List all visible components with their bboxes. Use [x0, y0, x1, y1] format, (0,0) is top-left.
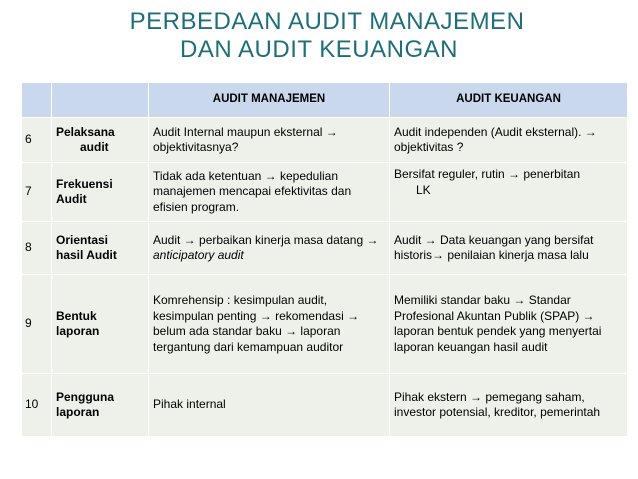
table-row	[22, 163, 628, 222]
row-number: 9	[22, 275, 52, 374]
cell-audit-manajemen: Tidak ada ketentuan → kepedulian manajemen mencapai efektivitas dan efisien program.	[149, 163, 390, 222]
row-label-line-1: Pelaksana	[56, 124, 115, 139]
row-label	[52, 275, 149, 374]
table-row	[22, 118, 628, 163]
cell-text-emphasis: anticipatory audit	[153, 248, 244, 262]
cell-audit-manajemen: Pihak internal	[149, 374, 390, 437]
row-label	[52, 222, 149, 275]
comparison-table	[21, 82, 628, 437]
slide-title	[0, 8, 638, 64]
cell-audit-keuangan: Audit → Data keuangan yang bersifat historis→ penilaian kinerja masa lalu	[390, 222, 628, 275]
cell-audit-manajemen: Audit Internal maupun eksternal → objektivitasnya?	[149, 118, 390, 163]
row-label-line-1: Bentuk	[56, 308, 97, 323]
row-label	[52, 163, 149, 222]
row-number: 6	[22, 118, 52, 163]
header-cell-audit-manajemen: AUDIT MANAJEMEN	[149, 83, 390, 118]
row-label-line-1: Orientasi	[56, 232, 109, 247]
table-row	[22, 374, 628, 437]
row-number: 7	[22, 163, 52, 222]
cell-text-line-2: LK	[416, 182, 431, 197]
cell-audit-manajemen	[149, 222, 390, 275]
row-label-line-2: laporan	[56, 324, 100, 338]
row-label-line-1: Pengguna	[56, 389, 115, 404]
cell-audit-keuangan	[390, 163, 628, 222]
table-row	[22, 222, 628, 275]
cell-audit-manajemen: Komrehensip : kesimpulan audit, kesimpulan penting → rekomendasi → belum ada standar baku → laporan tergantung dari kemampuan auditor	[149, 275, 390, 374]
slide-title-line-1: PERBEDAAN AUDIT MANAJEMEN	[129, 8, 525, 35]
header-cell-audit-keuangan: AUDIT KEUANGAN	[390, 83, 628, 118]
row-number: 8	[22, 222, 52, 275]
slide-title-line-2: DAN AUDIT KEUANGAN	[180, 36, 458, 63]
row-label	[52, 374, 149, 437]
row-label-line-1: Frekuensi	[56, 176, 113, 191]
row-label-line-2: audit	[80, 140, 109, 154]
row-number: 10	[22, 374, 52, 437]
row-label-line-2: hasil Audit	[56, 248, 117, 262]
cell-audit-keuangan: Pihak ekstern → pemegang saham, investor potensial, kreditor, pemerintah	[390, 374, 628, 437]
cell-text-line-1: Bersifat reguler, rutin → penerbitan	[394, 167, 581, 181]
cell-audit-keuangan: Audit independen (Audit eksternal). → objektivitas ?	[390, 118, 628, 163]
row-label-line-2: Audit	[56, 192, 87, 206]
header-cell-aspect	[52, 83, 149, 118]
row-label-line-2: laporan	[56, 405, 100, 419]
cell-text: Audit → perbaikan kinerja masa datang →	[153, 232, 379, 247]
table-row	[22, 275, 628, 374]
header-cell-no	[22, 83, 52, 118]
table-header-row	[22, 83, 628, 118]
row-label	[52, 118, 149, 163]
cell-audit-keuangan: Memiliki standar baku → Standar Profesional Akuntan Publik (SPAP) → laporan bentuk pendek yang menyertai laporan keuangan hasil audit	[390, 275, 628, 374]
